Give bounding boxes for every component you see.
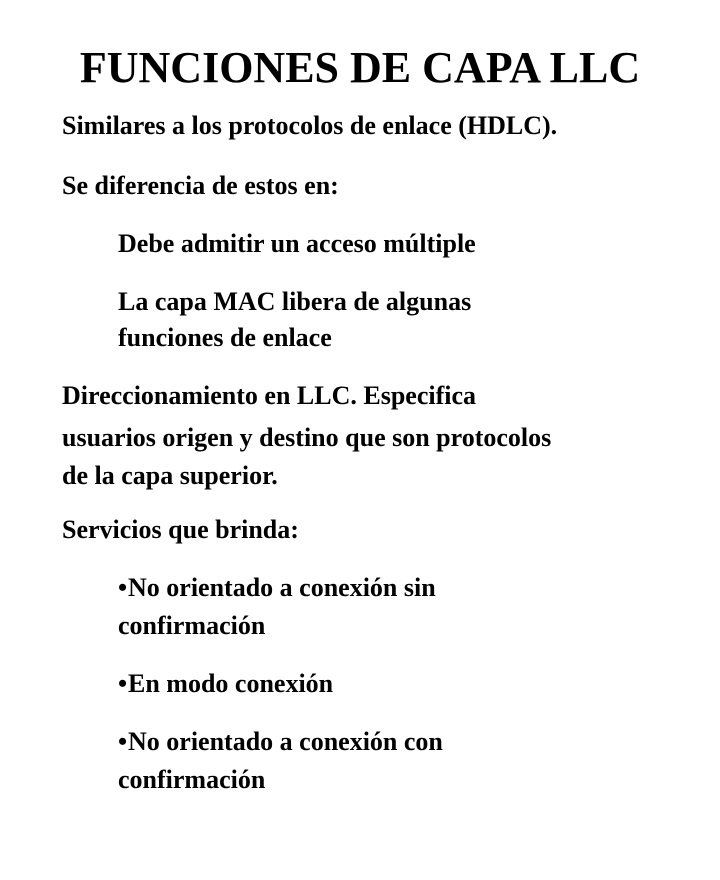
list-item-servicio-1 (118, 568, 436, 608)
list-item-servicio-1-label: No orientado a conexión sin (128, 573, 436, 602)
text-line-acceso-multiple: Debe admitir un acceso múltiple (118, 229, 476, 258)
text-line-capa-mac-1: La capa MAC libera de algunas (118, 287, 472, 316)
text-line-capa-mac-2: funciones de enlace (118, 323, 332, 352)
text-line-direccionamiento-1: Direccionamiento en LLC. Especifica (62, 381, 477, 410)
list-item-servicio-3 (118, 722, 443, 762)
list-item-servicio-2-label: En modo conexión (128, 669, 334, 698)
list-item-servicio-2 (118, 664, 333, 704)
text-line-diferencia: Se diferencia de estos en: (62, 171, 339, 200)
text-line-servicio-1-cont: confirmación (118, 611, 266, 640)
bullet-icon: • (118, 727, 128, 756)
bullet-icon: • (118, 573, 128, 602)
bullet-icon: • (118, 669, 128, 698)
text-line-servicio-3-cont: confirmación (118, 765, 266, 794)
text-line-servicios: Servicios que brinda: (62, 515, 299, 544)
text-line-direccionamiento-2: usuarios origen y destino que son protocolos (62, 423, 552, 452)
text-line-direccionamiento-3: de la capa superior. (62, 461, 278, 490)
text-line-similares: Similares a los protocolos de enlace (HDLC). (62, 111, 558, 140)
list-item-servicio-3-label: No orientado a conexión con (128, 727, 443, 756)
slide-title: FUNCIONES DE CAPA LLC (79, 43, 641, 92)
